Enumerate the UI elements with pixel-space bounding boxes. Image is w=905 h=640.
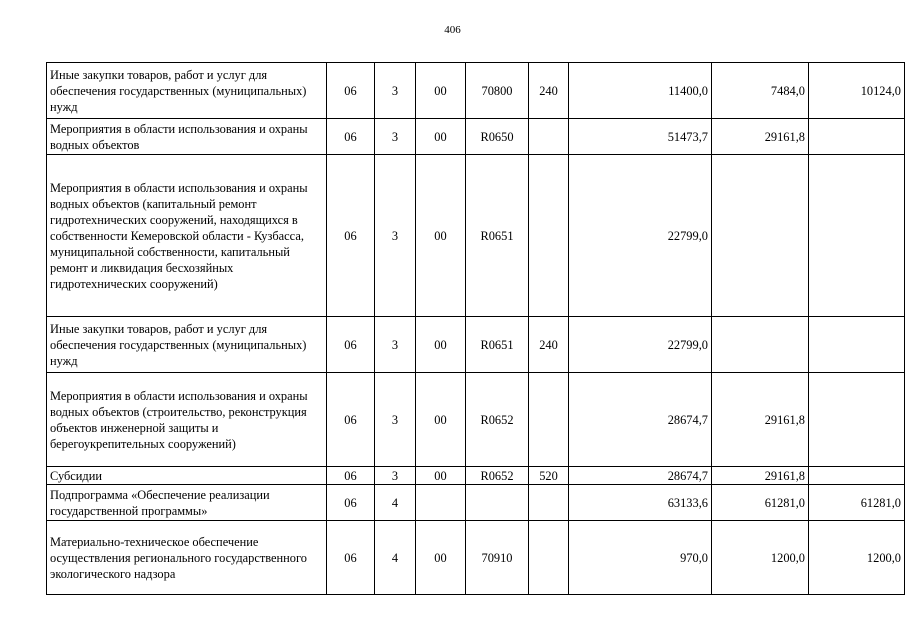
amount-year-2: [712, 155, 809, 317]
table-row: [47, 485, 905, 521]
amount-year-1: 28674,7: [569, 373, 712, 467]
amount-year-3: 1200,0: [809, 521, 905, 595]
expense-type-code: [529, 521, 569, 595]
amount-year-1: 970,0: [569, 521, 712, 595]
program-code: 00: [416, 63, 466, 119]
subsection-code: 4: [375, 521, 416, 595]
expense-type-code: [529, 119, 569, 155]
amount-year-1: 63133,6: [569, 485, 712, 521]
subsection-code: 3: [375, 119, 416, 155]
amount-year-2: 7484,0: [712, 63, 809, 119]
row-name: Мероприятия в области использования и охраны водных объектов (строительство, реконструкция объектов инженерной защиты и берегоукрепительных сооружений): [47, 373, 327, 467]
program-code: 00: [416, 467, 466, 485]
table-row: [47, 63, 905, 119]
row-name: Мероприятия в области использования и охраны водных объектов: [47, 119, 327, 155]
amount-year-2: 61281,0: [712, 485, 809, 521]
section-code: 06: [327, 317, 375, 373]
target-article-code: R0652: [466, 467, 529, 485]
amount-year-1: 51473,7: [569, 119, 712, 155]
amount-year-3: [809, 155, 905, 317]
table-row: [47, 155, 905, 317]
subsection-code: 3: [375, 63, 416, 119]
expense-type-code: [529, 373, 569, 467]
section-code: 06: [327, 119, 375, 155]
target-article-code: R0650: [466, 119, 529, 155]
section-code: 06: [327, 485, 375, 521]
expense-type-code: 520: [529, 467, 569, 485]
subsection-code: 3: [375, 467, 416, 485]
section-code: 06: [327, 155, 375, 317]
amount-year-3: [809, 373, 905, 467]
row-name: Иные закупки товаров, работ и услуг для обеспечения государственных (муниципальных) нужд: [47, 317, 327, 373]
subsection-code: 4: [375, 485, 416, 521]
target-article-code: [466, 485, 529, 521]
table-row: [47, 373, 905, 467]
table-row: [47, 521, 905, 595]
amount-year-3: 61281,0: [809, 485, 905, 521]
table-row: [47, 119, 905, 155]
amount-year-2: 29161,8: [712, 373, 809, 467]
target-article-code: R0651: [466, 155, 529, 317]
program-code: 00: [416, 373, 466, 467]
expense-type-code: [529, 485, 569, 521]
target-article-code: 70800: [466, 63, 529, 119]
table-row: [47, 317, 905, 373]
amount-year-3: [809, 317, 905, 373]
amount-year-2: 29161,8: [712, 467, 809, 485]
program-code: 00: [416, 317, 466, 373]
amount-year-3: [809, 119, 905, 155]
amount-year-3: [809, 467, 905, 485]
section-code: 06: [327, 467, 375, 485]
expense-type-code: 240: [529, 317, 569, 373]
row-name: Материально-техническое обеспечение осуществления регионального государственного экологического надзора: [47, 521, 327, 595]
section-code: 06: [327, 63, 375, 119]
subsection-code: 3: [375, 373, 416, 467]
subsection-code: 3: [375, 155, 416, 317]
amount-year-2: [712, 317, 809, 373]
program-code: 00: [416, 521, 466, 595]
budget-table: [46, 62, 905, 595]
target-article-code: 70910: [466, 521, 529, 595]
expense-type-code: [529, 155, 569, 317]
program-code: 00: [416, 155, 466, 317]
row-name: Субсидии: [47, 467, 327, 485]
page-number: 406: [444, 24, 461, 36]
row-name: Мероприятия в области использования и охраны водных объектов (капитальный ремонт гидротехнических сооружений, находящихся в собственности Кемеровской области - Кузбасса, муниципальной собственности, капитальный ремонт и ликвидация бесхозяйных гидротехнических сооружений): [47, 155, 327, 317]
amount-year-3: 10124,0: [809, 63, 905, 119]
section-code: 06: [327, 373, 375, 467]
subsection-code: 3: [375, 317, 416, 373]
table-row: [47, 467, 905, 485]
target-article-code: R0651: [466, 317, 529, 373]
row-name: Подпрограмма «Обеспечение реализации государственной программы»: [47, 485, 327, 521]
expense-type-code: 240: [529, 63, 569, 119]
amount-year-1: 28674,7: [569, 467, 712, 485]
target-article-code: R0652: [466, 373, 529, 467]
amount-year-1: 22799,0: [569, 317, 712, 373]
amount-year-2: 1200,0: [712, 521, 809, 595]
program-code: 00: [416, 119, 466, 155]
amount-year-2: 29161,8: [712, 119, 809, 155]
amount-year-1: 22799,0: [569, 155, 712, 317]
row-name: Иные закупки товаров, работ и услуг для обеспечения государственных (муниципальных) нужд: [47, 63, 327, 119]
program-code: [416, 485, 466, 521]
amount-year-1: 11400,0: [569, 63, 712, 119]
section-code: 06: [327, 521, 375, 595]
